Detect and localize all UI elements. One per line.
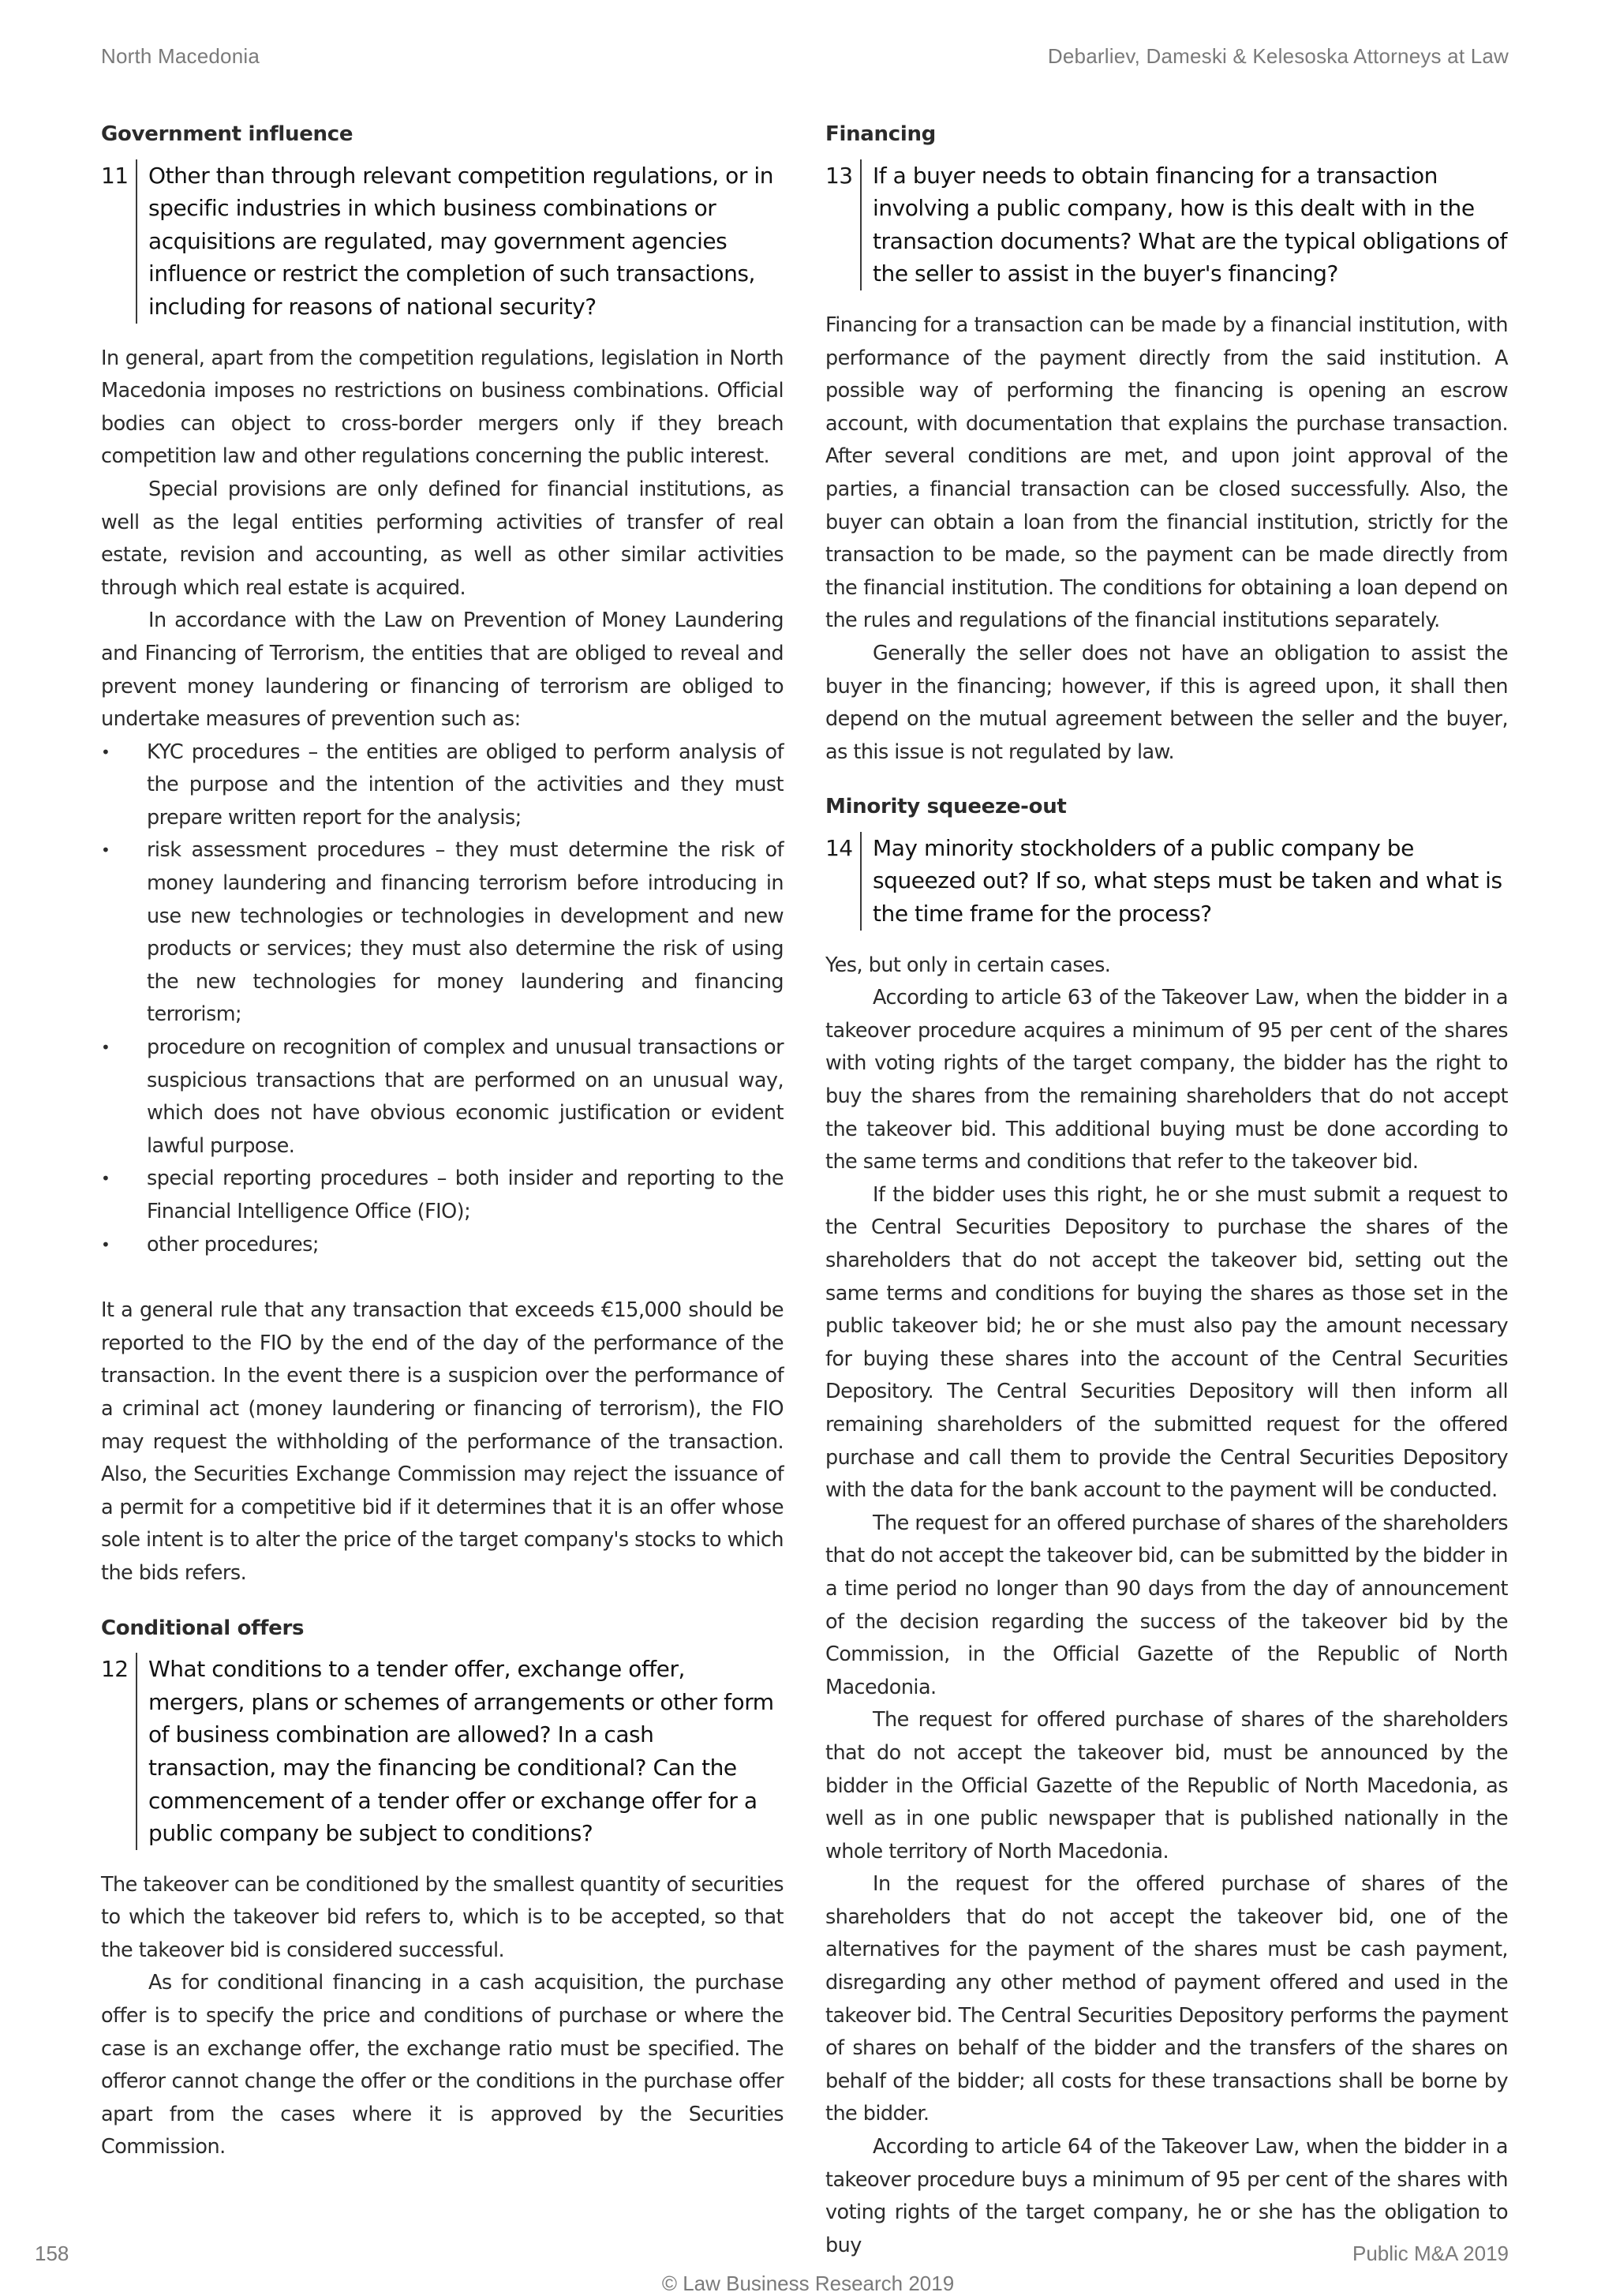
paragraph: According to article 64 of the Takeover Law, when the bidder in a takeover procedure buys a minimum of 95 per cent of the shares with voting rights of the target company, he or she has the obligation to buy bbox=[825, 2135, 1508, 2257]
question-13 bbox=[825, 159, 1508, 290]
bullet-list bbox=[101, 736, 784, 1262]
paragraph: The request for offered purchase of shares of the shareholders that do not accept the takeover bid, must be announced by the bidder in the Official Gazette of the Republic of North Macedonia, as well as in one public newspaper that is published nationally in the whole territory of North Macedonia. bbox=[825, 1708, 1508, 1863]
question-number: 11 bbox=[101, 159, 137, 324]
publication-title: Public M&A 2019 bbox=[1352, 2242, 1509, 2265]
running-header-country: North Macedonia bbox=[101, 44, 260, 68]
list-item: • risk assessment procedures – they must determine the risk of money laundering and financing terrorism before introducing in use new technologies or technologies in development and new products or services; they must also determine the risk of using the new technologies for money laundering and financing terrorism; bbox=[101, 834, 784, 1032]
copyright-notice: © Law Business Research 2019 bbox=[661, 2272, 955, 2295]
right-column bbox=[825, 118, 1508, 2262]
paragraph: The takeover can be conditioned by the smallest quantity of securities to which the takeover bid refers to, which is to be accepted, so that the takeover bid is considered successful. bbox=[101, 1872, 784, 1962]
question-text: If a buyer needs to obtain financing for a transaction involving a public company, how is this dealt with in the transaction documents? What are the typical obligations of the seller to assist in the buyer's financing? bbox=[873, 162, 1507, 287]
question-text: What conditions to a tender offer, exchange offer, mergers, plans or schemes of arrangements or other form of business combination are allowed? In a cash transaction, may the financing be conditional? Can the commencement of a tender offer or exchange offer for a public company be subject to conditions? bbox=[148, 1656, 774, 1847]
paragraph: In the request for the offered purchase of shares of the shareholders that do not accept the takeover bid, one of the alternatives for the payment of the shares must be cash payment, disregarding any other method of payment offered and used in the takeover bid. The Central Securities Depository performs the payment of shares on behalf of the bidder and the transfers of the shares on behalf of the bidder; all costs for these transactions shall be borne by the bidder. bbox=[825, 1872, 1508, 2126]
question-number: 12 bbox=[101, 1653, 137, 1850]
paragraph: Yes, but only in certain cases. bbox=[825, 953, 1111, 977]
list-item: • other procedures; bbox=[101, 1229, 784, 1262]
list-item: • procedure on recognition of complex and unusual transactions or suspicious transactions that are performed on an unusual way, which does not have obvious economic justification or evident lawful purpose. bbox=[101, 1032, 784, 1163]
question-number: 13 bbox=[825, 159, 862, 290]
list-item: • KYC procedures – the entities are obliged to perform analysis of the purpose and the intention of the activities and they must prepare written report for the analysis; bbox=[101, 736, 784, 835]
paragraph: As for conditional financing in a cash acquisition, the purchase offer is to specify the price and conditions of purchase or where the case is an exchange offer, the exchange ratio must be specified. The offeror cannot change the offer or the conditions in the purchase offer apart from the cases where it is approved by the Securities Commission. bbox=[101, 1971, 784, 2159]
section-heading-minority-squeeze-out: Minority squeeze-out bbox=[825, 795, 1067, 819]
list-item: • special reporting procedures – both insider and reporting to the Financial Intelligence Office (FIO); bbox=[101, 1163, 784, 1228]
paragraph: Financing for a transaction can be made by a financial institution, with performance of the payment directly from the said institution. A possible way of performing the financing is opening an escrow account, with documentation that explains the purchase transaction. After several conditions are met, and upon joint approval of the parties, a financial transaction can be closed successfully. Also, the buyer can obtain a loan from the financial institution, strictly for the transaction to be made, so the payment can be made directly from the financial institution. The conditions for obtaining a loan depend on the rules and regulations of the financial institutions separately. bbox=[825, 313, 1508, 633]
paragraph: In accordance with the Law on Prevention of Money Laundering and Financing of Terrorism, the entities that are obliged to reveal and prevent money laundering or financing of terrorism are obliged to undertake measures of prevention such as: bbox=[101, 609, 784, 732]
question-11 bbox=[101, 159, 784, 324]
left-column bbox=[101, 118, 784, 2164]
paragraph: Special provisions are only defined for financial institutions, as well as the legal entities performing activities of transfer of real estate, revision and accounting, as well as other similar activities through which real estate is acquired. bbox=[101, 477, 784, 600]
section-heading-conditional-offers: Conditional offers bbox=[101, 1616, 305, 1640]
paragraph: The request for an offered purchase of shares of the shareholders that do not accept the takeover bid, can be submitted by the bidder in a time period no longer than 90 days from the day of announcement of the decision regarding the success of the takeover bid by the Commission, in the Official Gazette of the Republic of North Macedonia. bbox=[825, 1511, 1508, 1699]
paragraph: In general, apart from the competition regulations, legislation in North Macedonia imposes no restrictions on business combinations. Official bodies can object to cross-border mergers only if they breach competition law and other regulations concerning the public interest. bbox=[101, 346, 784, 469]
paragraph: Generally the seller does not have an obligation to assist the buyer in the financing; however, if this is agreed upon, it shall then depend on the mutual agreement between the seller and the buyer, as this issue is not regulated by law. bbox=[825, 641, 1508, 764]
paragraph: It a general rule that any transaction that exceeds €15,000 should be reported to the FIO by the end of the day of the performance of the transaction. In the event there is a suspicion over the performance of a criminal act (money laundering or financing of terrorism), the FIO may request the withholding of the performance of the transaction. Also, the Securities Exchange Commission may reject the issuance of a permit for a competitive bid if it determines that it is an offer whose sole intent is to alter the price of the target company's stocks to which the bids refers. bbox=[101, 1298, 784, 1585]
section-heading-financing: Financing bbox=[825, 122, 936, 146]
paragraph: If the bidder uses this right, he or she must submit a request to the Central Securities Depository to purchase the shares of the shareholders that do not accept the takeover bid, setting out the same terms and conditions for buying the shares as those set in the public takeover bid; he or she must also pay the amount necessary for buying these shares into the account of the Central Securities Depository. The Central Securities Depository will then inform all remaining shareholders of the submitted request for the offered purchase and call them to provide the Central Securities Depository with the data for the bank account to the payment will be conducted. bbox=[825, 1182, 1508, 1503]
question-text: Other than through relevant competition regulations, or in specific industries in which business combinations or acquisitions are regulated, may government agencies influence or restrict the completion of such transactions, including for reasons of national security? bbox=[148, 162, 773, 320]
paragraph: According to article 63 of the Takeover Law, when the bidder in a takeover procedure acquires a minimum of 95 per cent of the shares with voting rights of the target company, the bidder has the right to buy the shares from the remaining shareholders that do not accept the takeover bid. This additional buying must be done according to the same terms and conditions that refer to the takeover bid. bbox=[825, 986, 1508, 1174]
section-heading-government-influence: Government influence bbox=[101, 122, 354, 146]
question-text: May minority stockholders of a public company be squeezed out? If so, what steps must be taken and what is the time frame for the process? bbox=[873, 834, 1502, 927]
running-header-firm: Debarliev, Dameski & Kelesoska Attorneys at Law bbox=[1047, 44, 1509, 68]
question-number: 14 bbox=[825, 832, 862, 931]
page-number: 158 bbox=[35, 2242, 69, 2265]
question-14 bbox=[825, 832, 1508, 931]
question-12 bbox=[101, 1653, 784, 1850]
